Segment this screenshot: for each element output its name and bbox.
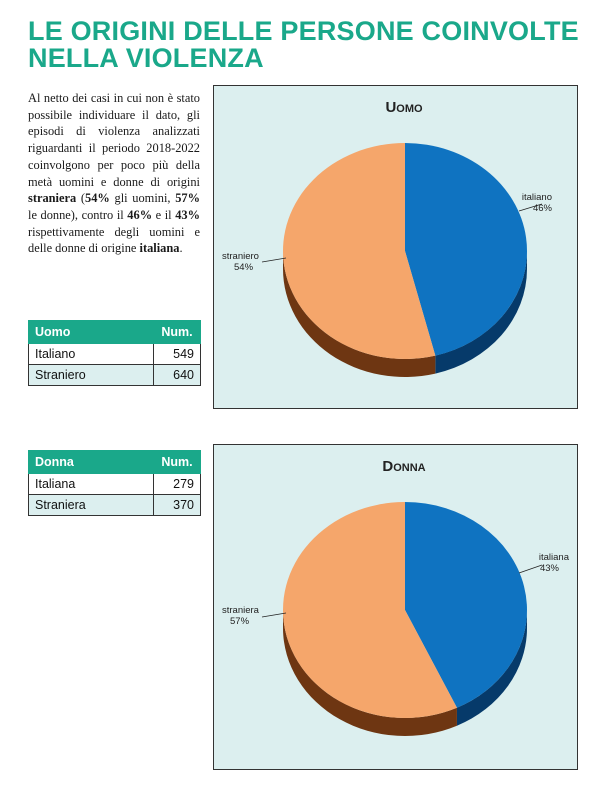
pie-chart-uomo bbox=[214, 86, 577, 408]
intro-bold: 46% bbox=[127, 207, 153, 222]
table-cell-value: 370 bbox=[154, 495, 201, 516]
table-cell-label: Straniero bbox=[29, 365, 154, 386]
intro-bold: italiana bbox=[139, 241, 180, 256]
table-header-row bbox=[29, 321, 201, 344]
slice-value-italiana: 43% bbox=[539, 563, 559, 574]
slice-label-italiana: italiana bbox=[538, 552, 569, 563]
slice-label-straniero: straniero bbox=[222, 251, 259, 262]
table-header-row bbox=[29, 451, 201, 474]
slice-value-straniero: 54% bbox=[234, 262, 254, 273]
page-title-line-2: NELLA VIOLENZA bbox=[28, 43, 264, 73]
page-title-line-1: LE ORIGINI DELLE PERSONE COINVOLTE bbox=[28, 16, 579, 46]
table-cell-label: Italiana bbox=[29, 474, 154, 495]
table-cell-value: 640 bbox=[154, 365, 201, 386]
chart-donna bbox=[213, 444, 578, 770]
table-row bbox=[29, 495, 201, 516]
intro-text: Al netto dei casi in cui non è stato possibile individuare il dato, gli episodi di violenza analizzati riguardanti il periodo 2018-2022 coinvolgono per poco più della metà uomini e donne di origini bbox=[28, 91, 200, 189]
intro-bold: 43% bbox=[175, 207, 200, 222]
table-header-num: Num. bbox=[154, 451, 201, 474]
intro-text: . bbox=[179, 241, 183, 256]
leader-line bbox=[519, 565, 542, 573]
table-uomo bbox=[28, 320, 201, 386]
table-cell-value: 549 bbox=[154, 344, 201, 365]
intro-text: gli uomini, bbox=[109, 191, 176, 206]
table-row bbox=[29, 474, 201, 495]
chart-title: UOMO bbox=[385, 99, 423, 116]
intro-bold: 57% bbox=[175, 191, 200, 206]
intro-text: e il bbox=[152, 207, 176, 222]
slice-label-straniera: straniera bbox=[222, 605, 259, 616]
table-row bbox=[29, 365, 201, 386]
table-cell-value: 279 bbox=[154, 474, 201, 495]
table-row bbox=[29, 344, 201, 365]
chart-title: DONNA bbox=[382, 458, 426, 475]
intro-bold: 54% bbox=[85, 191, 110, 206]
leader-line bbox=[262, 258, 286, 262]
table-header-label: Uomo bbox=[29, 321, 154, 344]
table-header-num: Num. bbox=[154, 321, 201, 344]
intro-text: le donne), contro il bbox=[28, 207, 128, 222]
slice-value-straniera: 57% bbox=[230, 616, 250, 627]
intro-text: rispettivamente degli uomini e delle donne di origine bbox=[28, 224, 200, 256]
leader-line bbox=[262, 613, 286, 617]
table-cell-label: Straniera bbox=[29, 495, 154, 516]
intro-bold: straniera bbox=[28, 191, 77, 206]
chart-uomo bbox=[213, 85, 578, 409]
page-title bbox=[28, 18, 588, 72]
table-cell-label: Italiano bbox=[29, 344, 154, 365]
intro-paragraph bbox=[28, 90, 200, 257]
intro-text: ( bbox=[76, 191, 86, 206]
pie-chart-donna bbox=[214, 445, 577, 769]
slice-value-italiano: 46% bbox=[532, 203, 552, 214]
table-donna bbox=[28, 450, 201, 516]
slice-label-italiano: italiano bbox=[521, 192, 552, 203]
table-header-label: Donna bbox=[29, 451, 154, 474]
